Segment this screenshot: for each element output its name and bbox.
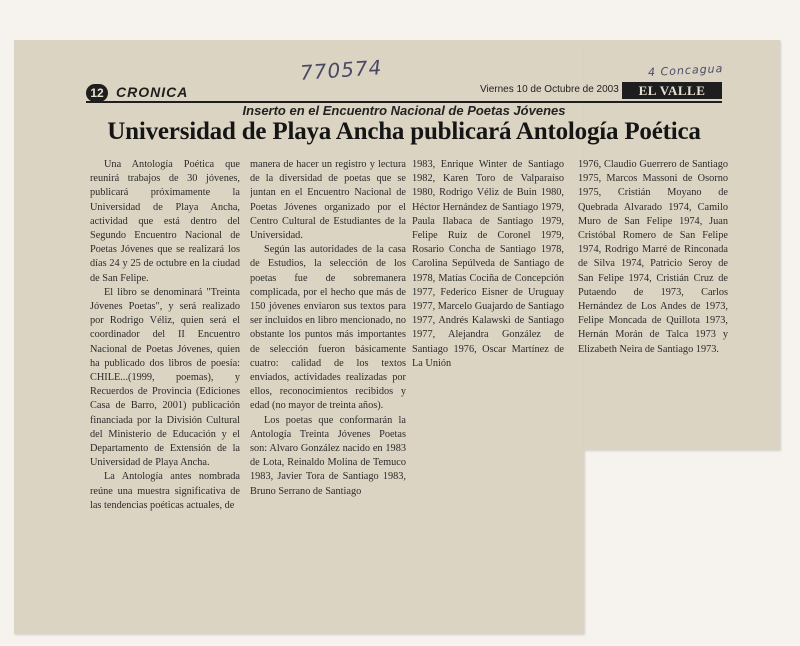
paragraph: 1976, Claudio Guerrero de Santiago 1975, Marcos Massoni de Osorno 1975, Cristián Moyano de Quebrada Alvarado 1974, Camilo Muro de San Felipe 1974, Juan Cristóbal Romero de San Felipe 1974, Rodrigo Marré de Rinconada de Silva 1974, Patricio Seroy de San Felipe 1974, Cristián Cruz de Putaendo de 1973, Carlos Hernández de Los Andes de 1973, Felipe Moncada de Quillota 1973, Hernán Morán de Talca 1973 y Elizabeth Neira de Santiago 1973. xyxy=(578,159,728,355)
article-column-2 xyxy=(250,158,406,628)
article-column-1 xyxy=(90,158,240,628)
section-name: CRONICA xyxy=(116,84,189,100)
page-number-badge: 12 xyxy=(86,84,108,102)
article-column-4 xyxy=(578,158,728,448)
paragraph: Los poetas que conformarán la Antología Treinta Jóvenes Poetas son: Alvaro González nacido en 1983 de Lota, Reinaldo Molina de Temuco 1983, Javier Tora de Santiago 1983, Bruno Serrano de Santiago xyxy=(250,414,406,497)
paragraph: Según las autoridades de la casa de Estudios, la selección de los poetas fue de sobremanera complicada, por el hecho que más de 150 jóvenes enviaron sus textos para ser incluidos en libro mencionado, no obstante los puntos más importantes de selección fueron básicamente cuatro: calidad de los textos enviados, actividades realizadas por ellos, reconocimientos recibidos y edad (no mayor de treinta años). xyxy=(250,244,406,412)
paragraph: Una Antología Poética que reunirá trabajos de 30 jóvenes, publicará próximamente la Universidad de Playa Ancha, actividad que está dentro del Segundo Encuentro Nacional de Poetas Jóvenes que se realizará los días 24 y 25 de octubre en la ciudad de San Felipe. xyxy=(90,159,240,284)
newspaper-masthead: EL VALLE xyxy=(622,82,722,99)
paragraph: 1983, Enrique Winter de Santiago 1982, Karen Toro de Valparaíso 1980, Rodrigo Véliz de Buin 1980, Héctor Hernández de Santiago 1979, Paula Ilabaca de Santiago 1979, Felipe Ruiz de Coronel 1979, Rosario Concha de Santiago 1978, Carolina Sepúlveda de Santiago de 1978, Matías Cociña de Concepción 1977, Federico Eisner de Uruguay 1977, Marcelo Guajardo de Santiago 1977, Andrés Kalawski de Santiago 1977, Alejandra González de Santiago 1976, Oscar Martínez de La Unión xyxy=(412,159,564,369)
article-kicker: Inserto en el Encuentro Nacional de Poetas Jóvenes xyxy=(242,103,566,118)
publication-date: Viernes 10 de Octubre de 2003 xyxy=(480,84,619,95)
article-column-3 xyxy=(412,158,564,448)
handwritten-ref-number: 770574 xyxy=(299,55,384,85)
handwritten-label: 4 Concagua xyxy=(647,62,724,79)
article-headline: Universidad de Playa Ancha publicará Antología Poética xyxy=(107,118,701,145)
paragraph: manera de hacer un registro y lectura de la diversidad de poetas que se juntan en el Encuentro Nacional de Poetas Jóvenes organizado por el Centro Cultural de Estudiantes de la Universidad. xyxy=(250,159,406,242)
paragraph: El libro se denominará "Treinta Jóvenes Poetas", y será realizado por Rodrigo Véliz, quien será el coordinador del II Encuentro Nacional de Poetas Jóvenes, quien ha publicado dos libros de poesía: CHILE...(1999, poemas), y Recuerdos de Provincia (Ediciones Casa de Barro, 2001) publicación financiada por la División Cultural del Ministerio de Educación y el Departamento de Extensión de la Universidad de Playa Ancha. xyxy=(90,286,240,469)
paragraph: La Antología antes nombrada reúne una muestra significativa de las tendencias poéticas actuales, de xyxy=(90,471,240,511)
